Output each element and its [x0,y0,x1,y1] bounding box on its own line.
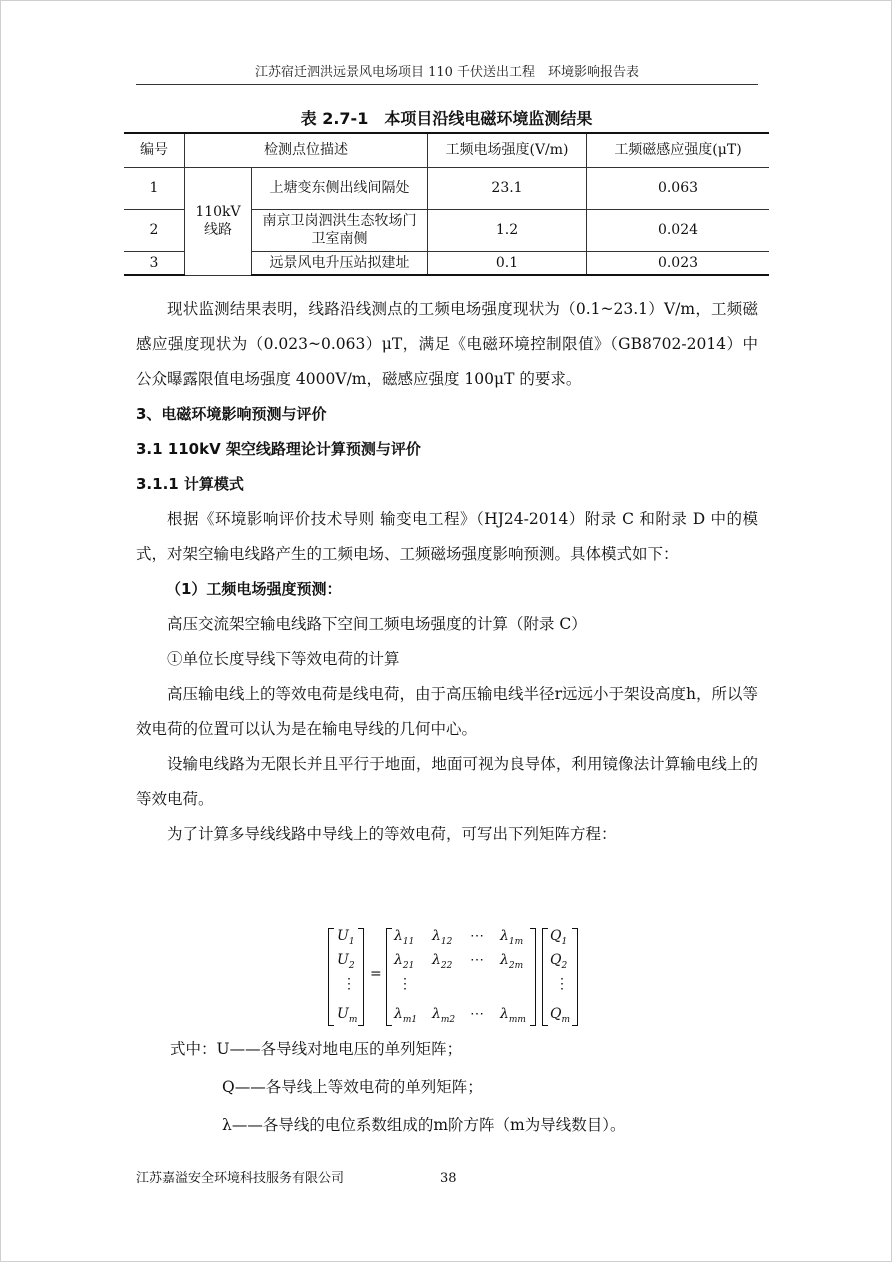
cell-b-field: 0.024 [587,209,770,251]
page-number: 38 [440,1171,457,1186]
cell-group-110kv-line: 110kV 线路 [185,167,252,275]
table-title: 表 2.7-1 本项目沿线电磁环境监测结果 [300,109,593,128]
left-bracket [328,928,334,1026]
hdots: ⋯ [470,952,484,968]
right-bracket [572,928,578,1026]
hdots: ⋯ [470,928,484,944]
legend-lambda: λ——各导线的电位系数组成的m阶方阵（m为导线数目）。 [222,1116,626,1134]
um: $U_m$ [337,1006,358,1025]
hdots: ⋯ [470,1006,484,1022]
header-rule [136,84,758,85]
running-header: 江苏宿迁泗洪远景风电场项目 110 千伏送出工程 环境影响报告表 [254,65,640,80]
header-cell-e-field: 工频电场强度(V/m) [428,133,587,167]
subsection-heading: 3.1 110kV 架空线路理论计算预测与评价 [136,440,421,458]
section-heading: 3、电磁环境影响预测与评价 [136,405,327,423]
q2: $Q_2$ [550,952,568,971]
cell-e-field: 0.1 [428,251,587,275]
item-heading: （1）工频电场强度预测： [166,580,342,598]
u2: $U_2$ [337,952,355,971]
lambda-m2: $\lambda_{m2}$ [432,1006,456,1025]
lambda-2m: $\lambda_{2m}$ [500,952,524,971]
qm: $Q_m$ [550,1006,571,1025]
left-bracket [542,928,548,1026]
cell-location: 上塘变东侧出线间隔处 [252,167,428,209]
cell-no: 2 [124,209,185,251]
footer-company: 江苏嘉溢安全环境科技服务有限公司 [136,1171,345,1186]
equals-sign: = [370,966,382,982]
lambda-1m: $\lambda_{1m}$ [500,928,524,947]
u-vdots: ⋮ [342,976,356,992]
legend-q: Q——各导线上等效电荷的单列矩阵； [222,1078,483,1096]
cell-e-field: 23.1 [428,167,587,209]
table-row [124,167,769,209]
cell-location: 远景风电升压站拟建址 [252,251,428,275]
paragraph-line-charge: 高压输电线上的等效电荷是线电荷，由于高压输电线半径r远远小于架设高度h，所以等效电荷的位置可以认为是在输电导线的几何中心。 [136,685,758,738]
lambda-22: $\lambda_{22}$ [432,952,453,971]
paragraph-step-1: ①单位长度导线下等效电荷的计算 [167,650,400,668]
cell-b-field: 0.023 [587,251,770,275]
body-text-upper [136,292,758,852]
matrix-equation [328,926,588,1030]
cell-location: 南京卫岗泗洪生态牧场门卫室南侧 [252,209,428,251]
lambda-11: $\lambda_{11}$ [394,928,415,947]
header-cell-no: 编号 [124,133,185,167]
lambda-vdots: ⋮ [398,976,412,992]
paragraph-matrix-intro: 为了计算多导线线路中导线上的等效电荷，可写出下列矩阵方程： [167,825,617,843]
q1: $Q_1$ [550,928,568,947]
paragraph-monitoring-conclusion: 现状监测结果表明，线路沿线测点的工频电场强度现状为（0.1~23.1）V/m，工频磁感应强度现状为（0.023~0.063）μT，满足《电磁环境控制限值》（GB8702-2014）中公众曝露限值电场强度 4000V/m，磁感应强度 100μT 的要求。 [136,300,758,388]
header-cell-location: 检测点位描述 [185,133,428,167]
cell-e-field: 1.2 [428,209,587,251]
cell-no: 3 [124,251,185,275]
left-bracket [386,928,392,1026]
subsubsection-heading: 3.1.1 计算模式 [136,475,244,493]
lambda-m1: $\lambda_{m1}$ [394,1006,418,1025]
paragraph-method-basis: 根据《环境影响评价技术导则 输变电工程》（HJ24-2014）附录 C 和附录 D 中的模式，对架空输电线路产生的工频电场、工频磁场强度影响预测。具体模式如下： [136,510,758,563]
right-bracket [530,928,536,1026]
monitoring-results-table [124,132,769,276]
header-cell-b-field: 工频磁感应强度(μT) [587,133,770,167]
paragraph-appendix-c: 高压交流架空输电线路下空间工频电场强度的计算（附录 C） [167,615,587,633]
lambda-mm: $\lambda_{mm}$ [500,1006,526,1025]
table-header-row [124,133,769,167]
legend-u: 式中：U——各导线对地电压的单列矩阵； [170,1040,463,1058]
lambda-12: $\lambda_{12}$ [432,928,453,947]
lambda-21: $\lambda_{21}$ [394,952,415,971]
cell-b-field: 0.063 [587,167,770,209]
right-bracket [358,928,364,1026]
u1: $U_1$ [337,928,355,947]
cell-no: 1 [124,167,185,209]
q-vdots: ⋮ [555,976,569,992]
paragraph-image-method: 设输电线路为无限长并且平行于地面，地面可视为良导体，利用镜像法计算输电线上的等效电荷。 [136,755,758,808]
